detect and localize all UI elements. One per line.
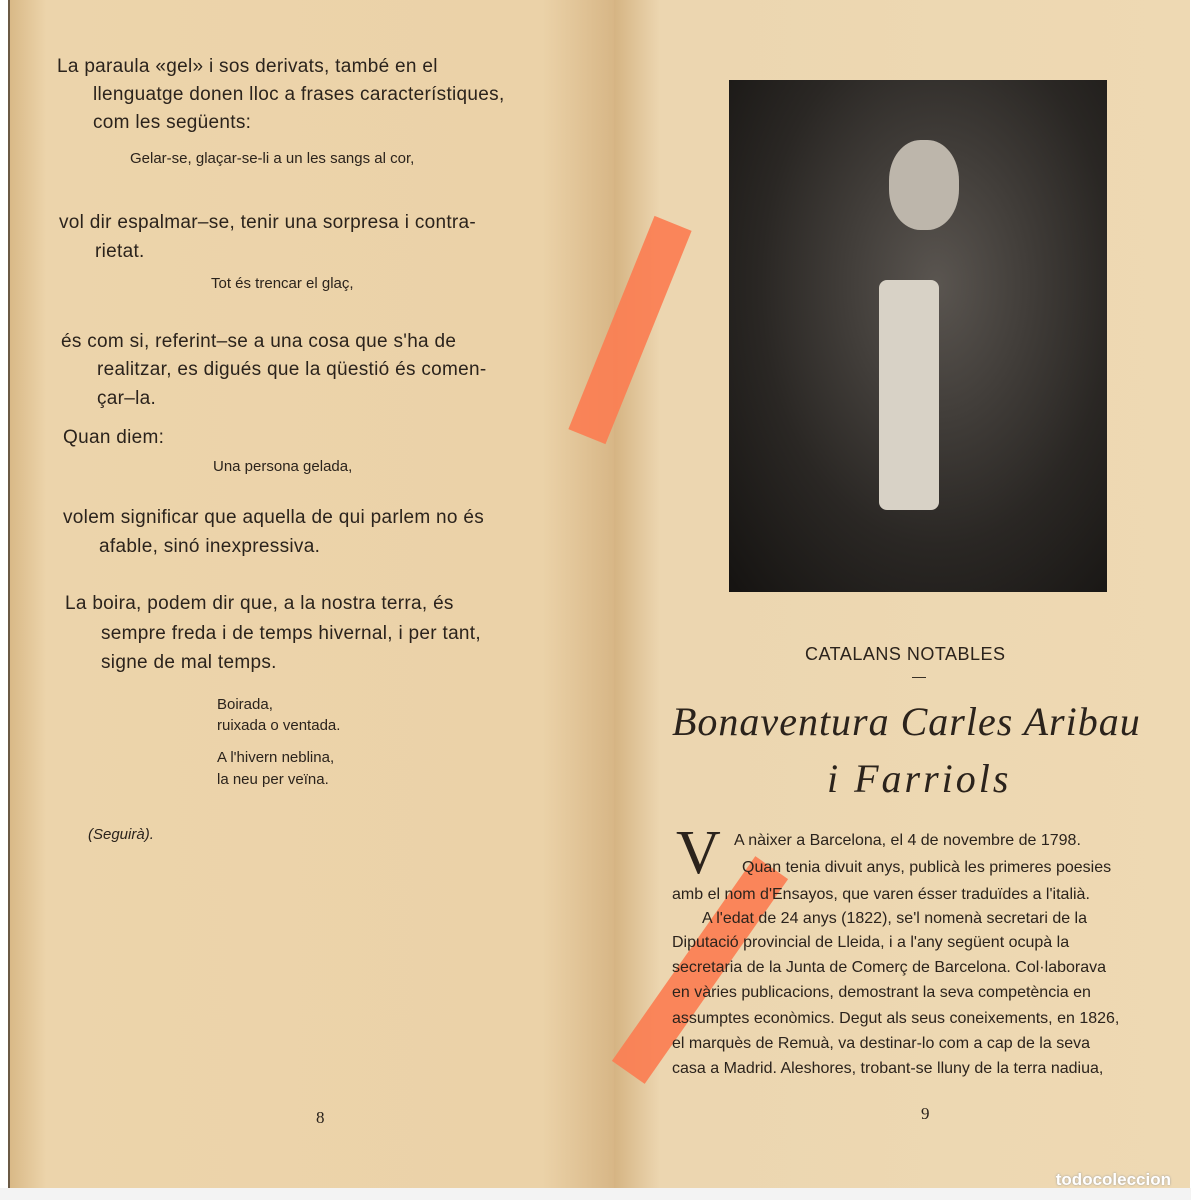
text-line: Quan diem: — [63, 427, 165, 448]
body-line: amb el nom d'Ensayos, que varen ésser traduïdes a l'italià. — [672, 886, 1090, 903]
text-line: com les següents: — [93, 112, 252, 133]
page-number: 8 — [316, 1108, 325, 1127]
body-line: Diputació provincial de Lleida, i a l'any següent ocupà la — [672, 934, 1070, 951]
text-line: afable, sinó inexpressiva. — [99, 536, 321, 557]
quote-line: ruixada o ventada. — [217, 717, 341, 734]
body-line: en vàries publicacions, demostrant la seva competència en — [672, 984, 1091, 1001]
quote-line: la neu per veïna. — [217, 771, 329, 788]
section-dash: — — [912, 668, 926, 684]
quote-line: Tot és trencar el glaç, — [211, 275, 354, 292]
text-line: rietat. — [95, 241, 145, 262]
scan-bottom-edge — [0, 1188, 1191, 1200]
portrait-waistcoat — [879, 280, 939, 510]
quote-line: Gelar-se, glaçar-se-li a un les sangs al cor, — [130, 150, 415, 167]
section-heading: CATALANS NOTABLES — [805, 644, 1006, 664]
text-line: sempre freda i de temps hivernal, i per tant, — [101, 623, 481, 644]
text-line: és com si, referint–se a una cosa que s'ha de — [61, 331, 457, 352]
text-line: llenguatge donen lloc a frases característiques, — [93, 84, 505, 105]
article-title: Bonaventura Carles Aribau — [672, 699, 1141, 744]
quote-line: A l'hivern neblina, — [217, 749, 335, 766]
text-line: realitzar, es digués que la qüestió és comen- — [97, 359, 487, 380]
quote-line: Boirada, — [217, 696, 273, 713]
text-line: La boira, podem dir que, a la nostra terra, és — [65, 593, 454, 614]
page-number: 9 — [921, 1104, 930, 1123]
text-line: signe de mal temps. — [101, 652, 277, 673]
quote-line: Una persona gelada, — [213, 458, 353, 475]
text-line: çar–la. — [97, 388, 157, 409]
text-line: La paraula «gel» i sos derivats, també en el — [57, 56, 438, 77]
body-line: A l'edat de 24 anys (1822), se'l nomenà secretari de la — [702, 910, 1088, 927]
body-line: secretaria de la Junta de Comerç de Barcelona. Col·laborava — [672, 959, 1107, 976]
body-line: A nàixer a Barcelona, el 4 de novembre de 1798. — [734, 832, 1081, 849]
text-line: volem significar que aquella de qui parlem no és — [63, 507, 485, 528]
drop-cap: V — [676, 819, 722, 887]
body-line: assumptes econòmics. Degut als seus coneixements, en 1826, — [672, 1010, 1120, 1027]
article-title-line2: i Farriols — [827, 756, 1012, 801]
watermark: todocoleccion — [1055, 1170, 1171, 1189]
body-line: Quan tenia divuit anys, publicà les primeres poesies — [742, 859, 1112, 876]
continued-note: (Seguirà). — [88, 826, 154, 843]
body-line: casa a Madrid. Aleshores, trobant-se lluny de la terra nadiua, — [672, 1060, 1104, 1077]
portrait-image — [729, 80, 1107, 592]
body-line: el marquès de Remuà, va destinar-lo com a cap de la seva — [672, 1035, 1090, 1052]
portrait-face — [889, 140, 959, 230]
text-line: vol dir espalmar–se, tenir una sorpresa i contra- — [59, 212, 477, 233]
